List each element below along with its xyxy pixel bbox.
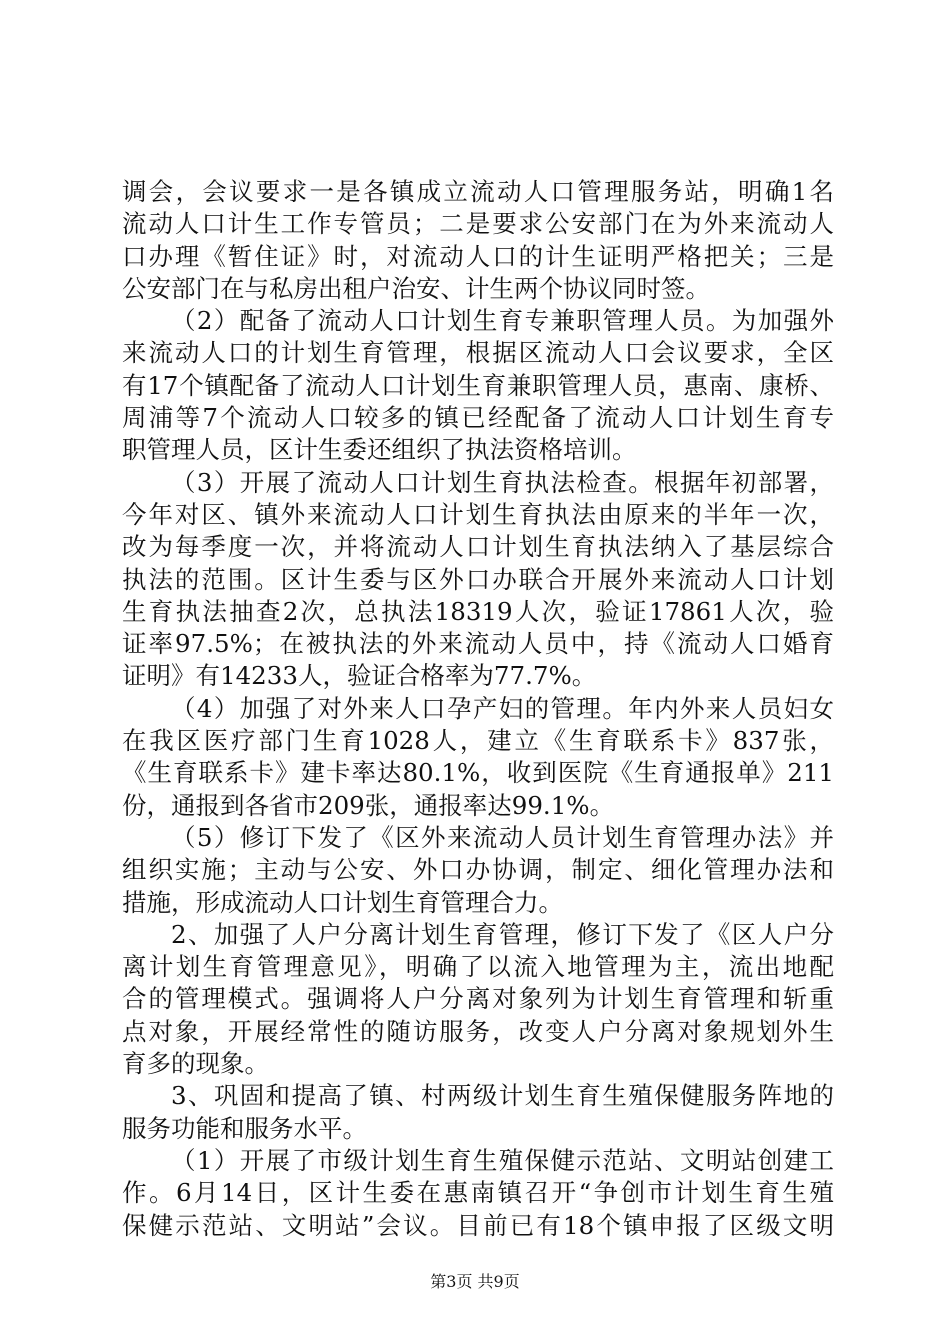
text-line: 证明》有14233人，验证合格率为77.7%。 (122, 661, 597, 691)
text-line: 点对象，开展经常性的随访服务，改变人户分离对象规划外生 (122, 1016, 834, 1046)
text-line: 份，通报到各省市209张，通报率达99.1%。 (122, 790, 615, 820)
text-line: 措施，形成流动人口计划生育管理合力。 (122, 887, 563, 917)
text-line: 公安部门在与私房出租户治安、计生两个协议同时签。 (122, 273, 710, 303)
text-line: 在我区医疗部门生育1028人，建立《生育联系卡》837张， (122, 726, 834, 756)
text-line: （1）开展了市级计划生育生殖保健示范站、文明站创建工 (171, 1145, 834, 1175)
text-line: 育多的现象。 (122, 1049, 269, 1079)
text-line: 离计划生育管理意见》，明确了以流入地管理为主，流出地配 (122, 952, 834, 982)
text-line: 组织实施；主动与公安、外口办协调，制定、细化管理办法和 (122, 855, 834, 885)
text-line: （5）修订下发了《区外来流动人员计划生育管理办法》并 (171, 822, 834, 852)
text-line: 有17个镇配备了流动人口计划生育兼职管理人员，惠南、康桥、 (122, 370, 834, 400)
text-line: 作。6月14日，区计生委在惠南镇召开“争创市计划生育生殖 (122, 1178, 834, 1208)
text-line: 今年对区、镇外来流动人口计划生育执法由原来的半年一次， (122, 499, 834, 529)
text-line: （3）开展了流动人口计划生育执法检查。根据年初部署， (171, 467, 834, 497)
text-line: 《生育联系卡》建卡率达80.1%，收到医院《生育通报单》211 (122, 758, 834, 788)
document-body (122, 176, 834, 1242)
text-line: 2、加强了人户分离计划生育管理，修订下发了《区人户分 (171, 919, 834, 949)
text-line: 3、巩固和提高了镇、村两级计划生育生殖保健服务阵地的 (171, 1081, 834, 1111)
text-line: （2）配备了流动人口计划生育专兼职管理人员。为加强外 (171, 306, 834, 336)
page-number-footer: 第3页 共9页 (430, 1272, 520, 1291)
text-line: 周浦等7个流动人口较多的镇已经配备了流动人口计划生育专 (122, 403, 834, 433)
text-line: 生育执法抽查2次，总执法18319人次，验证17861人次，验 (122, 596, 834, 626)
text-line: 保健示范站、文明站”会议。目前已有18个镇申报了区级文明 (122, 1210, 834, 1240)
text-line: 来流动人口的计划生育管理，根据区流动人口会议要求，全区 (122, 338, 834, 368)
text-line: 职管理人员，区计生委还组织了执法资格培训。 (122, 435, 637, 465)
text-line: （4）加强了对外来人口孕产妇的管理。年内外来人员妇女 (171, 693, 834, 723)
text-line: 合的管理模式。强调将人户分离对象列为计划生育管理和斩重 (122, 984, 834, 1014)
text-line: 调会，会议要求一是各镇成立流动人口管理服务站，明确1名 (122, 177, 834, 206)
text-line: 口办理《暂住证》时，对流动人口的计生证明严格把关；三是 (122, 241, 834, 271)
text-line: 服务功能和服务水平。 (122, 1113, 367, 1143)
text-line: 流动人口计生工作专管员；二是要求公安部门在为外来流动人 (122, 209, 834, 239)
text-line: 证率97.5%；在被执法的外来流动人员中，持《流动人口婚育 (122, 629, 834, 659)
text-line: 执法的范围。区计生委与区外口办联合开展外来流动人口计划 (122, 564, 834, 594)
text-line: 改为每季度一次，并将流动人口计划生育执法纳入了基层综合 (122, 532, 834, 562)
